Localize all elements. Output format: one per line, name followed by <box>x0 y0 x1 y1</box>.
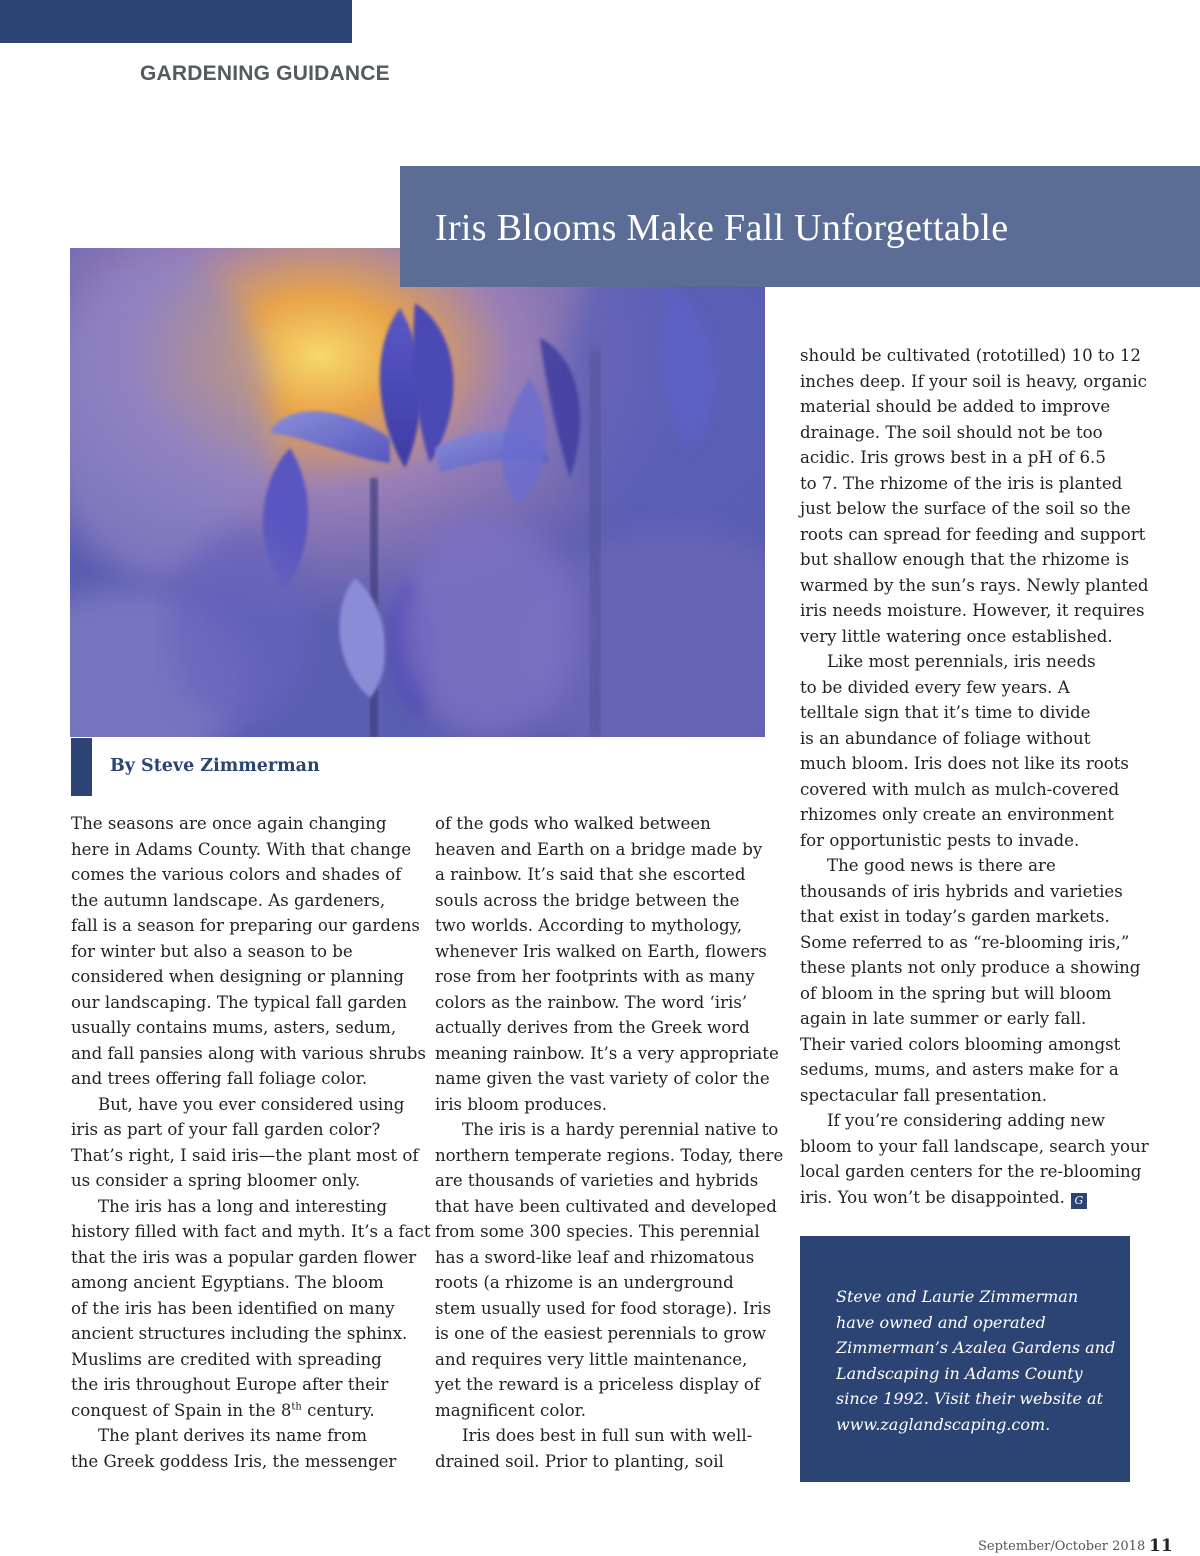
text-line: that exist in today’s garden markets. <box>800 907 1110 926</box>
title-banner <box>400 166 1200 287</box>
text-line: acidic. Iris grows best in a pH of 6.5 <box>800 448 1106 467</box>
bio-line: Zimmerman’s Azalea Gardens and <box>836 1338 1116 1358</box>
header-accent-bar <box>0 0 352 43</box>
text-line: the iris throughout Europe after their <box>71 1375 389 1394</box>
text-line: That’s right, I said iris—the plant most of <box>71 1145 419 1165</box>
text-line: roots (a rhizome is an underground <box>435 1273 734 1292</box>
text-line: these plants not only produce a showing <box>800 958 1141 977</box>
text-line: warmed by the sun’s rays. Newly planted <box>800 575 1149 595</box>
text-line: If you’re considering adding new <box>827 1111 1106 1130</box>
text-line: sedums, mums, and asters make for a <box>800 1060 1119 1079</box>
text-line: The plant derives its name from <box>98 1426 367 1445</box>
bio-line: Steve and Laurie Zimmerman <box>836 1287 1079 1306</box>
text-line: history filled with fact and myth. It’s a fact <box>71 1222 431 1241</box>
text-line: for opportunistic pests to invade. <box>800 830 1080 850</box>
page-number: 11 <box>1149 1536 1173 1556</box>
text-line: and fall pansies along with various shrubs <box>71 1043 426 1063</box>
text-line: stem usually used for food storage). Iris <box>435 1298 772 1318</box>
text-line: local garden centers for the re-blooming <box>800 1162 1142 1181</box>
text-line: has a sword-like leaf and rhizomatous <box>435 1247 755 1267</box>
text-line: to 7. The rhizome of the iris is planted <box>800 473 1123 493</box>
text-line: The seasons are once again changing <box>71 814 387 833</box>
section-label: GARDENING GUIDANCE <box>140 62 390 85</box>
text-line: is one of the easiest perennials to grow <box>435 1324 767 1343</box>
text-line: that have been cultivated and developed <box>435 1196 777 1216</box>
text-line: Some referred to as “re-blooming iris,” <box>800 932 1130 952</box>
text-line: meaning rainbow. It’s a very appropriate <box>435 1043 779 1063</box>
bio-line: Landscaping in Adams County <box>836 1363 1083 1383</box>
text-line: roots can spread for feeding and support <box>800 524 1146 544</box>
text-line: a rainbow. It’s said that she escorted <box>435 865 746 884</box>
footer-issue: September/October 2018 <box>978 1539 1146 1554</box>
text-line: from some 300 species. This perennial <box>435 1222 760 1241</box>
text-line: and requires very little maintenance, <box>435 1349 748 1369</box>
article-column-1 <box>71 811 431 1474</box>
text-line: fall is a season for preparing our gardens <box>71 916 420 935</box>
iris-photo <box>70 248 765 737</box>
text-line: whenever Iris walked on Earth, flowers <box>435 941 767 961</box>
text-line: very little watering once established. <box>800 626 1113 646</box>
text-line: considered when designing or planning <box>71 967 405 986</box>
article-title: Iris Blooms Make Fall Unforgettable <box>435 207 1009 249</box>
text-line: conquest of Spain in the 8th century. <box>71 1400 375 1420</box>
text-line: The good news is there are <box>827 856 1056 875</box>
text-line: But, have you ever considered using <box>98 1094 405 1114</box>
text-line: material should be added to improve <box>800 397 1111 416</box>
text-line: yet the reward is a priceless display of <box>435 1375 760 1394</box>
bio-line: since 1992. Visit their website at <box>836 1389 1104 1409</box>
text-line: but shallow enough that the rhizome is <box>800 550 1130 569</box>
text-line: iris. You won’t be disappointed. G <box>800 1185 1149 1211</box>
end-mark-icon: G <box>1071 1193 1087 1209</box>
text-line: that the iris was a popular garden flower <box>71 1247 417 1267</box>
text-line: telltale sign that it’s time to divide <box>800 703 1091 722</box>
text-line: to be divided every few years. A <box>800 677 1070 697</box>
text-line: drained soil. Prior to planting, soil <box>435 1451 724 1471</box>
text-line: is an abundance of foliage without <box>800 728 1091 748</box>
article-column-2 <box>435 811 783 1474</box>
text-line: Like most perennials, iris needs <box>827 652 1096 671</box>
text-line: Iris does best in full sun with well- <box>462 1426 753 1445</box>
text-line: northern temperate regions. Today, there <box>435 1145 784 1165</box>
text-line: of bloom in the spring but will bloom <box>800 983 1112 1003</box>
text-line: rose from her footprints with as many <box>435 967 755 986</box>
text-line: much bloom. Iris does not like its roots <box>800 754 1129 773</box>
text-line: spectacular fall presentation. <box>800 1085 1048 1105</box>
text-line: heaven and Earth on a bridge made by <box>435 839 763 859</box>
text-line: us consider a spring bloomer only. <box>71 1171 361 1190</box>
text-line: are thousands of varieties and hybrids <box>435 1171 759 1190</box>
text-line: The iris has a long and interesting <box>98 1196 388 1216</box>
text-line: thousands of iris hybrids and varieties <box>800 881 1123 901</box>
text-line: and trees offering fall foliage color. <box>71 1069 368 1088</box>
text-line: rhizomes only create an environment <box>800 805 1114 824</box>
text-line: two worlds. According to mythology, <box>435 916 743 935</box>
text-line: iris as part of your fall garden color? <box>71 1120 381 1139</box>
text-line: drainage. The soil should not be too <box>800 422 1103 442</box>
bio-line: www.zaglandscaping.com. <box>836 1414 1051 1434</box>
ordinal-superscript: th <box>291 1400 302 1412</box>
text-line: among ancient Egyptians. The bloom <box>71 1273 384 1292</box>
text-line: The iris is a hardy perennial native to <box>462 1120 779 1139</box>
bio-line: have owned and operated <box>836 1312 1046 1332</box>
text-line: actually derives from the Greek word <box>435 1018 750 1037</box>
text-line: for winter but also a season to be <box>71 941 353 961</box>
text-line: iris bloom produces. <box>435 1094 608 1114</box>
text-line: the Greek goddess Iris, the messenger <box>71 1451 397 1471</box>
text-line: iris needs moisture. However, it requires <box>800 601 1145 620</box>
author-bio-box <box>800 1236 1130 1482</box>
byline: By Steve Zimmerman <box>110 756 320 776</box>
text-line: should be cultivated (rototilled) 10 to 12 <box>800 346 1141 365</box>
text-line: usually contains mums, asters, sedum, <box>71 1018 397 1037</box>
text-line: name given the vast variety of color the <box>435 1069 770 1088</box>
text-line: the autumn landscape. As gardeners, <box>71 890 386 910</box>
text-line: just below the surface of the soil so the <box>800 499 1131 518</box>
text-line: comes the various colors and shades of <box>71 865 402 884</box>
text-line: magnificent color. <box>435 1400 587 1420</box>
text-line: of the iris has been identified on many <box>71 1298 395 1318</box>
byline-accent-bar <box>71 738 92 796</box>
text-line: of the gods who walked between <box>435 814 711 833</box>
text-line: here in Adams County. With that change <box>71 839 412 859</box>
text-line: ancient structures including the sphinx. <box>71 1324 408 1343</box>
text-line: our landscaping. The typical fall garden <box>71 992 407 1012</box>
text-line: covered with mulch as mulch-covered <box>800 779 1120 799</box>
text-line: Their varied colors blooming amongst <box>800 1034 1121 1054</box>
text-line: colors as the rainbow. The word ‘iris’ <box>435 992 748 1012</box>
article-column-3 <box>800 343 1149 1210</box>
author-bio <box>836 1284 1115 1438</box>
text-line: inches deep. If your soil is heavy, organic <box>800 371 1147 391</box>
text-line: souls across the bridge between the <box>435 890 740 910</box>
text-line: Muslims are credited with spreading <box>71 1349 382 1369</box>
text-line: bloom to your fall landscape, search your <box>800 1136 1149 1156</box>
text-line: again in late summer or early fall. <box>800 1009 1087 1028</box>
